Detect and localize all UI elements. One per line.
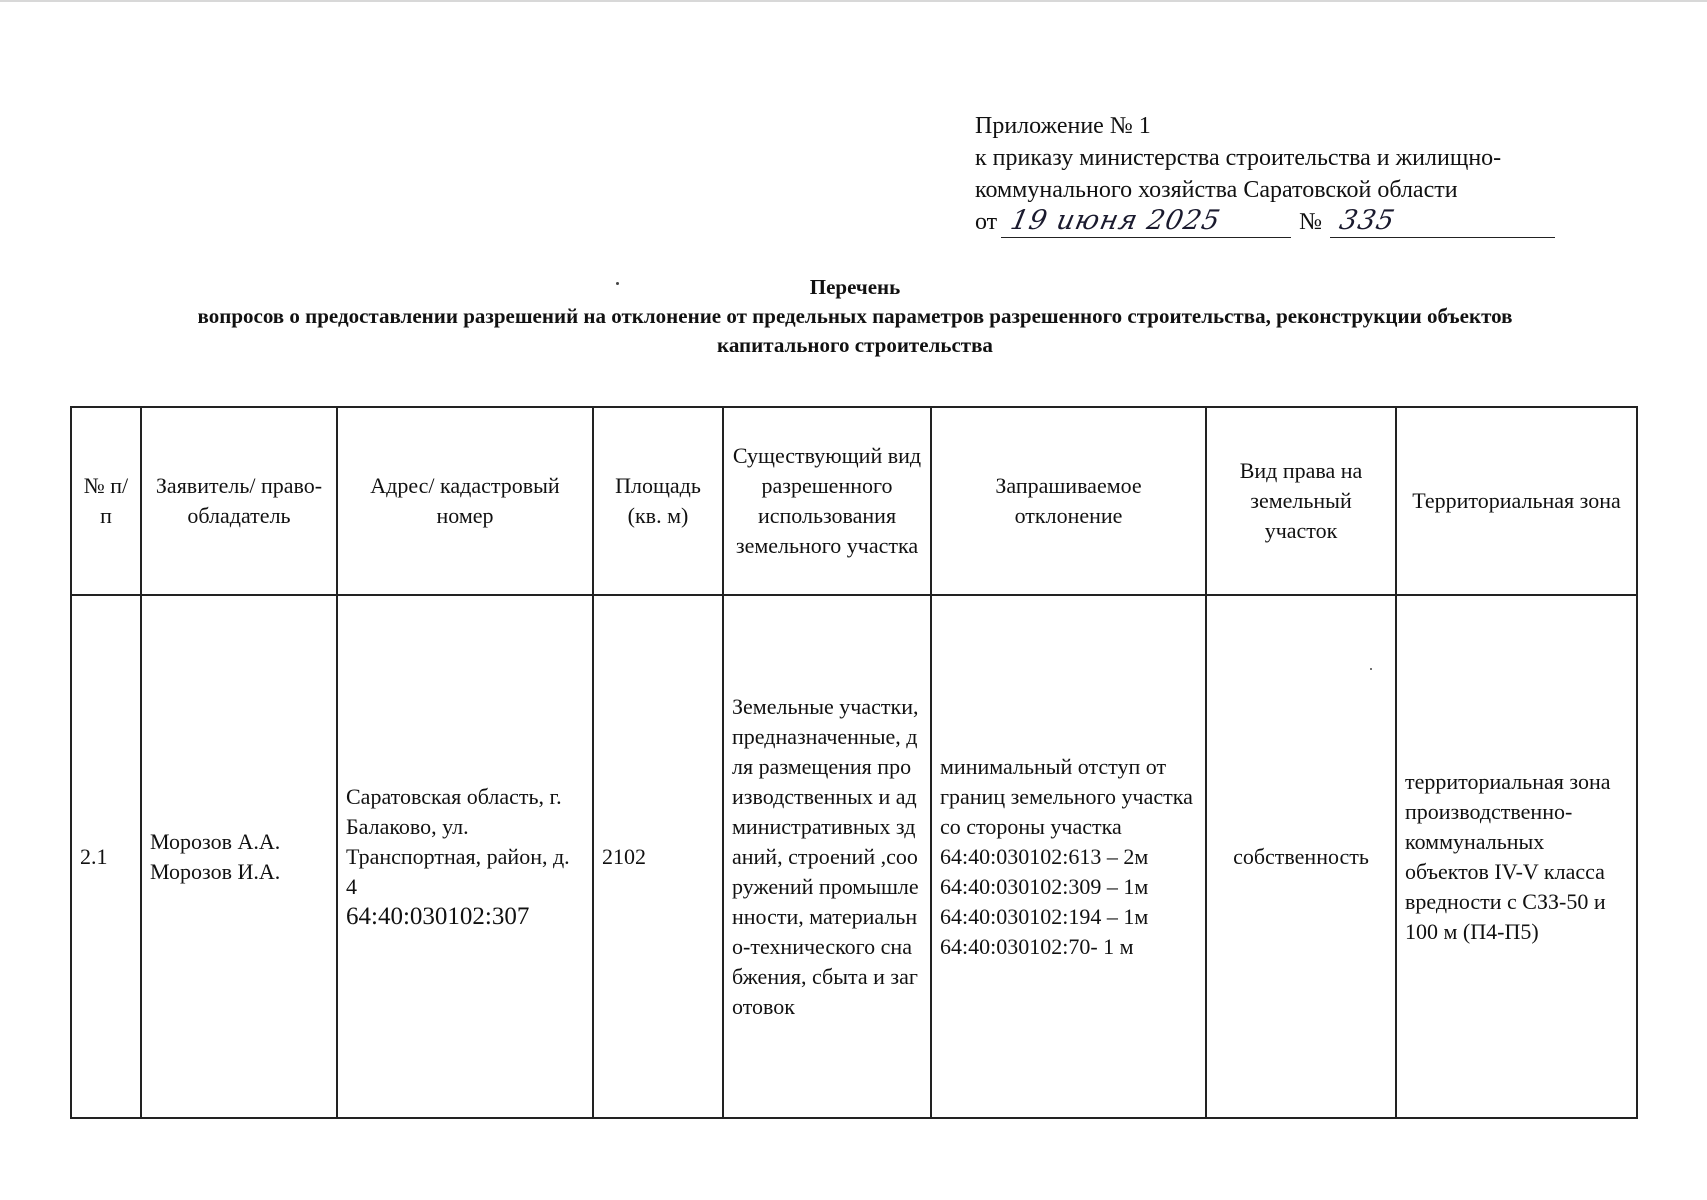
appendix-title: Приложение № 1 [975,113,1151,139]
appendix-order-line: к приказу министерства строительства и жилищно- [975,145,1502,171]
header-zone: Территориальная зона [1396,407,1637,595]
header-address: Адрес/ кадастровый номер [337,407,593,595]
cell-area: 2102 [593,595,723,1118]
number-prefix: № [1299,209,1323,235]
date-prefix: от [975,209,998,235]
title-subtitle-line2: капитального строительства [717,333,993,357]
appendix-ministry-line: коммунального хозяйства Саратовской области [975,177,1458,203]
cell-land-right: собственность [1206,595,1396,1118]
title-subtitle-line1: вопросов о предоставлении разрешений на отклонение от предельных параметров разрешенного строительства, реконструкции объектов [197,304,1513,328]
table-header-row [71,407,1637,595]
appendix-date-number-line [975,206,1635,238]
header-applicant: Заявитель/ право-обладатель [141,407,337,595]
cadastral-number: 64:40:030102:307 [346,902,530,930]
cell-num: 2.1 [71,595,141,1118]
cell-zone: территориальная зона производственно-коммунальных объектов IV-V класса вредности с СЗЗ-50 и 100 м (П4-П5) [1396,595,1637,1118]
permits-table [70,406,1638,1119]
header-deviation: Запрашиваемое отклонение [931,407,1206,595]
header-permitted-use: Существующий вид разрешенного использования земельного участка [723,407,931,595]
deviation-item: 64:40:030102:309 – 1м [940,873,1149,899]
header-area: Площадь (кв. м) [593,407,723,595]
header-land-right: Вид права на земельный участок [1206,407,1396,595]
handwritten-number: 335 [1336,205,1399,236]
cell-permitted-use: Земельные участки, предназначенные, для размещения производственных и административных зданий, строений ,сооружений промышленности, материально-технического снабжения, сбыта и заготовок [723,595,931,1118]
address-text: Саратовская область, г. Балаково, ул. Транспортная, район, д. 4 [346,783,570,899]
deviation-item: 64:40:030102:194 – 1м [940,903,1149,929]
deviation-text: минимальный отступ от границ земельного участка со стороны участка [940,753,1193,839]
appendix-header [975,110,1635,238]
scan-speck [616,282,619,285]
number-field [1330,205,1555,238]
applicant-1: Морозов А.А. [150,828,281,854]
document-title [40,273,1670,360]
cell-address [337,595,593,1118]
page-top-edge [0,0,1707,2]
date-field [1001,205,1291,238]
header-num: № п/п [71,407,141,595]
handwritten-date: 19 июня 2025 [1007,205,1224,236]
cell-deviation [931,595,1206,1118]
title-main: Перечень [809,275,901,299]
table-row [71,595,1637,1118]
deviation-item: 64:40:030102:613 – 2м [940,843,1149,869]
deviation-item: 64:40:030102:70- 1 м [940,933,1134,959]
cell-applicant [141,595,337,1118]
applicant-2: Морозов И.А. [150,858,281,884]
